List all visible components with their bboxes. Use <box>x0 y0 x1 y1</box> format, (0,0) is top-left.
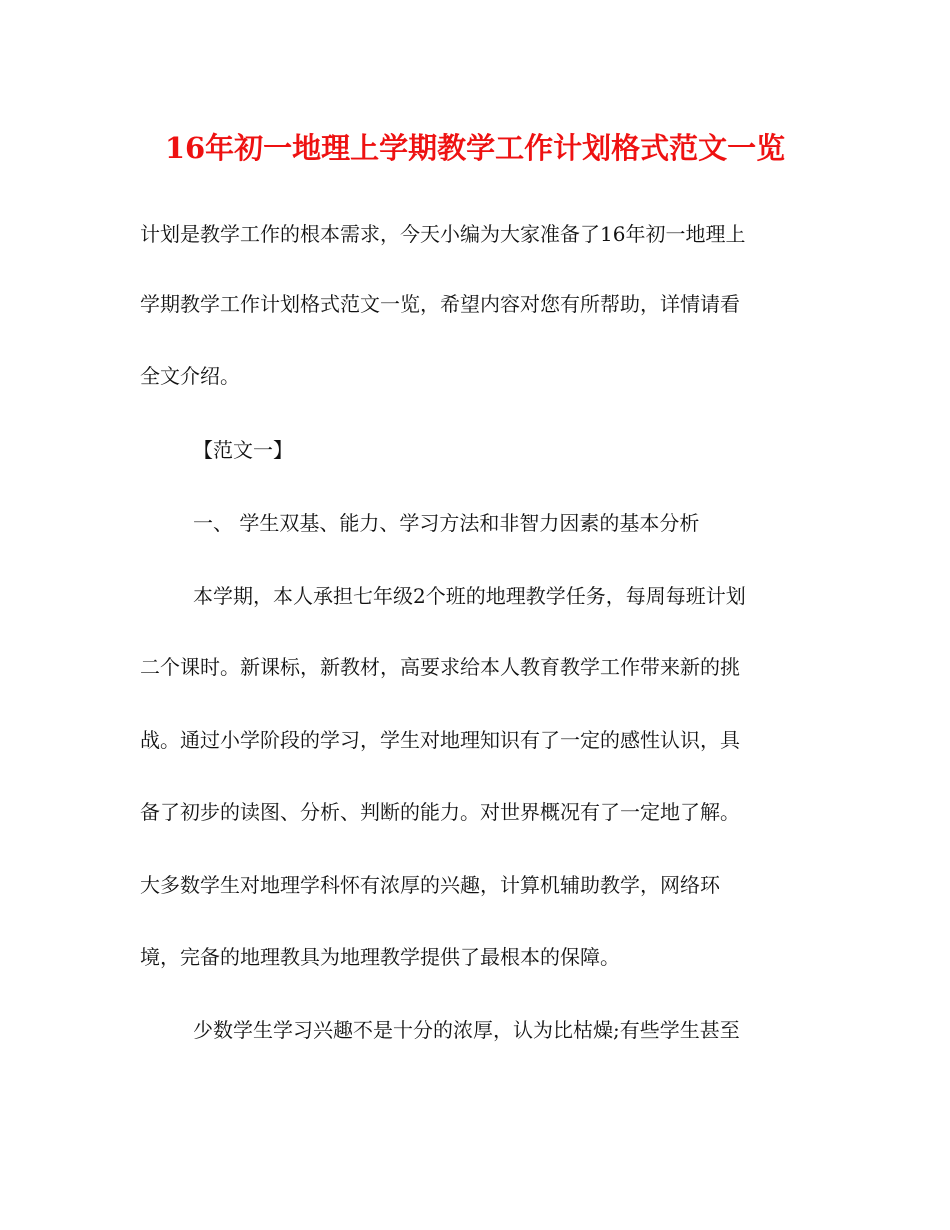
paragraph-line: 本学期，本人承担七年级2个班的地理教学任务，每周每班计划 <box>193 584 746 608</box>
paragraph-line: 境，完备的地理教具为地理教学提供了最根本的保障。 <box>140 945 620 969</box>
paragraph-line: 少数学生学习兴趣不是十分的浓厚，认为比枯燥;有些学生甚至 <box>193 1018 740 1042</box>
document-title: 16年初一地理上学期教学工作计划格式范文一览 <box>164 131 786 165</box>
paragraph-line: 计划是教学工作的根本需求，今天小编为大家准备了16年初一地理上 <box>140 222 746 246</box>
subsection-heading: 一、 学生双基、能力、学习方法和非智力因素的基本分析 <box>193 511 700 535</box>
paragraph-line: 备了初步的读图、分析、判断的能力。对世界概况有了一定地了解。 <box>140 800 740 824</box>
paragraph-line: 战。通过小学阶段的学习，学生对地理知识有了一定的感性认识，具 <box>140 728 740 752</box>
paragraph-line: 学期教学工作计划格式范文一览，希望内容对您有所帮助，详情请看 <box>140 292 740 316</box>
paragraph-line: 全文介绍。 <box>140 364 240 388</box>
section-heading: 【范文一】 <box>193 438 293 462</box>
paragraph-line: 二个课时。新课标，新教材，高要求给本人教育教学工作带来新的挑 <box>140 655 740 679</box>
paragraph-line: 大多数学生对地理学科怀有浓厚的兴趣，计算机辅助教学，网络环 <box>140 873 720 897</box>
